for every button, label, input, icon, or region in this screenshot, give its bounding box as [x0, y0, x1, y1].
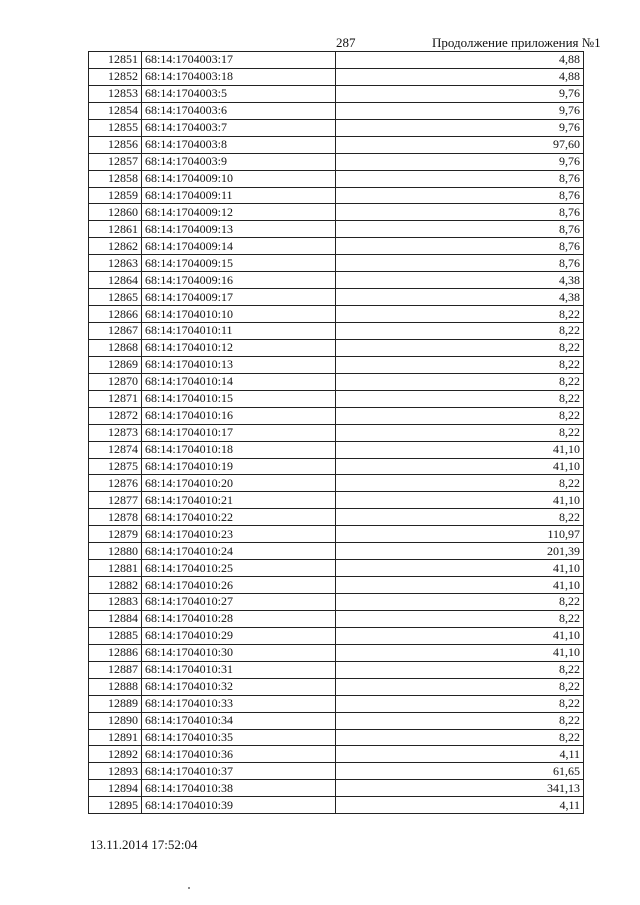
value-cell: 8,22: [336, 373, 584, 390]
cadastral-number-cell: 68:14:1704010:31: [142, 661, 336, 678]
table-row: [89, 441, 584, 458]
table-row: [89, 610, 584, 627]
cadastral-number-cell: 68:14:1704003:18: [142, 68, 336, 85]
value-cell: 61,65: [336, 763, 584, 780]
cadastral-number-cell: 68:14:1704009:12: [142, 204, 336, 221]
row-number-cell: 12883: [89, 594, 142, 611]
row-number-cell: 12855: [89, 119, 142, 136]
table-row: [89, 356, 584, 373]
table-row: [89, 543, 584, 560]
row-number-cell: 12895: [89, 797, 142, 814]
row-number-cell: 12862: [89, 238, 142, 255]
cadastral-number-cell: 68:14:1704003:6: [142, 102, 336, 119]
table-row: [89, 509, 584, 526]
registry-table: [88, 51, 584, 814]
row-number-cell: 12866: [89, 306, 142, 323]
value-cell: 8,76: [336, 187, 584, 204]
value-cell: 201,39: [336, 543, 584, 560]
cadastral-number-cell: 68:14:1704009:11: [142, 187, 336, 204]
cadastral-number-cell: 68:14:1704010:15: [142, 390, 336, 407]
cadastral-number-cell: 68:14:1704010:26: [142, 577, 336, 594]
row-number-cell: 12889: [89, 695, 142, 712]
table-row: [89, 594, 584, 611]
cadastral-number-cell: 68:14:1704010:22: [142, 509, 336, 526]
value-cell: 41,10: [336, 644, 584, 661]
value-cell: 8,22: [336, 610, 584, 627]
value-cell: 8,22: [336, 323, 584, 340]
cadastral-number-cell: 68:14:1704009:17: [142, 289, 336, 306]
continuation-title: Продолжение приложения №1: [432, 35, 601, 50]
value-cell: 4,11: [336, 797, 584, 814]
table-row: [89, 85, 584, 102]
row-number-cell: 12852: [89, 68, 142, 85]
print-timestamp: 13.11.2014 17:52:04: [90, 837, 198, 852]
value-cell: 4,38: [336, 272, 584, 289]
value-cell: 41,10: [336, 577, 584, 594]
row-number-cell: 12854: [89, 102, 142, 119]
row-number-cell: 12882: [89, 577, 142, 594]
value-cell: 8,22: [336, 661, 584, 678]
row-number-cell: 12879: [89, 526, 142, 543]
value-cell: 8,76: [336, 238, 584, 255]
cadastral-number-cell: 68:14:1704009:14: [142, 238, 336, 255]
table-row: [89, 577, 584, 594]
value-cell: 9,76: [336, 119, 584, 136]
table-row: [89, 68, 584, 85]
table-row: [89, 119, 584, 136]
row-number-cell: 12885: [89, 627, 142, 644]
row-number-cell: 12863: [89, 255, 142, 272]
table-row: [89, 712, 584, 729]
value-cell: 8,22: [336, 712, 584, 729]
value-cell: 41,10: [336, 441, 584, 458]
cadastral-number-cell: 68:14:1704010:21: [142, 492, 336, 509]
table-row: [89, 339, 584, 356]
table-row: [89, 746, 584, 763]
table-row: [89, 627, 584, 644]
table-row: [89, 695, 584, 712]
cadastral-number-cell: 68:14:1704010:30: [142, 644, 336, 661]
table-row: [89, 526, 584, 543]
value-cell: 110,97: [336, 526, 584, 543]
cadastral-number-cell: 68:14:1704010:34: [142, 712, 336, 729]
row-number-cell: 12881: [89, 560, 142, 577]
cadastral-number-cell: 68:14:1704010:36: [142, 746, 336, 763]
value-cell: 341,13: [336, 780, 584, 797]
row-number-cell: 12893: [89, 763, 142, 780]
value-cell: 9,76: [336, 153, 584, 170]
table-row: [89, 306, 584, 323]
table-row: [89, 678, 584, 695]
row-number-cell: 12861: [89, 221, 142, 238]
row-number-cell: 12891: [89, 729, 142, 746]
scan-speck: [188, 887, 190, 889]
value-cell: 4,88: [336, 52, 584, 69]
cadastral-number-cell: 68:14:1704010:27: [142, 594, 336, 611]
cadastral-number-cell: 68:14:1704010:37: [142, 763, 336, 780]
row-number-cell: 12876: [89, 475, 142, 492]
cadastral-number-cell: 68:14:1704010:33: [142, 695, 336, 712]
row-number-cell: 12878: [89, 509, 142, 526]
table-row: [89, 373, 584, 390]
row-number-cell: 12890: [89, 712, 142, 729]
cadastral-number-cell: 68:14:1704010:23: [142, 526, 336, 543]
value-cell: 8,22: [336, 509, 584, 526]
row-number-cell: 12877: [89, 492, 142, 509]
value-cell: 4,11: [336, 746, 584, 763]
table-row: [89, 272, 584, 289]
table-row: [89, 644, 584, 661]
row-number-cell: 12867: [89, 323, 142, 340]
cadastral-number-cell: 68:14:1704010:18: [142, 441, 336, 458]
page-number: 287: [336, 35, 356, 50]
row-number-cell: 12875: [89, 458, 142, 475]
value-cell: 4,38: [336, 289, 584, 306]
row-number-cell: 12856: [89, 136, 142, 153]
row-number-cell: 12857: [89, 153, 142, 170]
value-cell: 8,22: [336, 594, 584, 611]
row-number-cell: 12865: [89, 289, 142, 306]
cadastral-number-cell: 68:14:1704010:29: [142, 627, 336, 644]
row-number-cell: 12892: [89, 746, 142, 763]
cadastral-number-cell: 68:14:1704010:12: [142, 339, 336, 356]
cadastral-number-cell: 68:14:1704010:20: [142, 475, 336, 492]
cadastral-number-cell: 68:14:1704003:5: [142, 85, 336, 102]
table-row: [89, 136, 584, 153]
value-cell: 8,22: [336, 424, 584, 441]
cadastral-number-cell: 68:14:1704010:39: [142, 797, 336, 814]
cadastral-number-cell: 68:14:1704003:17: [142, 52, 336, 69]
table-row: [89, 52, 584, 69]
value-cell: 8,22: [336, 339, 584, 356]
table-row: [89, 729, 584, 746]
cadastral-number-cell: 68:14:1704010:14: [142, 373, 336, 390]
table-row: [89, 475, 584, 492]
table-row: [89, 323, 584, 340]
row-number-cell: 12880: [89, 543, 142, 560]
registry-table-body: [89, 52, 584, 814]
row-number-cell: 12851: [89, 52, 142, 69]
table-row: [89, 661, 584, 678]
row-number-cell: 12864: [89, 272, 142, 289]
value-cell: 8,22: [336, 407, 584, 424]
table-row: [89, 424, 584, 441]
row-number-cell: 12894: [89, 780, 142, 797]
row-number-cell: 12853: [89, 85, 142, 102]
table-row: [89, 102, 584, 119]
table-row: [89, 390, 584, 407]
value-cell: 8,76: [336, 170, 584, 187]
cadastral-number-cell: 68:14:1704010:11: [142, 323, 336, 340]
cadastral-number-cell: 68:14:1704010:10: [142, 306, 336, 323]
value-cell: 8,76: [336, 221, 584, 238]
row-number-cell: 12870: [89, 373, 142, 390]
value-cell: 41,10: [336, 492, 584, 509]
cadastral-number-cell: 68:14:1704009:16: [142, 272, 336, 289]
value-cell: 8,76: [336, 255, 584, 272]
value-cell: 8,22: [336, 678, 584, 695]
value-cell: 8,76: [336, 204, 584, 221]
cadastral-number-cell: 68:14:1704010:32: [142, 678, 336, 695]
value-cell: 9,76: [336, 102, 584, 119]
cadastral-number-cell: 68:14:1704010:19: [142, 458, 336, 475]
value-cell: 9,76: [336, 85, 584, 102]
table-row: [89, 763, 584, 780]
value-cell: 8,22: [336, 356, 584, 373]
table-row: [89, 221, 584, 238]
value-cell: 8,22: [336, 390, 584, 407]
table-row: [89, 407, 584, 424]
row-number-cell: 12888: [89, 678, 142, 695]
cadastral-number-cell: 68:14:1704003:8: [142, 136, 336, 153]
cadastral-number-cell: 68:14:1704003:7: [142, 119, 336, 136]
cadastral-number-cell: 68:14:1704009:15: [142, 255, 336, 272]
row-number-cell: 12868: [89, 339, 142, 356]
cadastral-number-cell: 68:14:1704010:17: [142, 424, 336, 441]
row-number-cell: 12874: [89, 441, 142, 458]
cadastral-number-cell: 68:14:1704010:38: [142, 780, 336, 797]
row-number-cell: 12871: [89, 390, 142, 407]
value-cell: 8,22: [336, 695, 584, 712]
table-row: [89, 255, 584, 272]
cadastral-number-cell: 68:14:1704009:10: [142, 170, 336, 187]
table-row: [89, 560, 584, 577]
value-cell: 8,22: [336, 729, 584, 746]
value-cell: 4,88: [336, 68, 584, 85]
table-row: [89, 797, 584, 814]
cadastral-number-cell: 68:14:1704010:35: [142, 729, 336, 746]
value-cell: 8,22: [336, 475, 584, 492]
table-row: [89, 289, 584, 306]
value-cell: 97,60: [336, 136, 584, 153]
row-number-cell: 12873: [89, 424, 142, 441]
row-number-cell: 12886: [89, 644, 142, 661]
row-number-cell: 12858: [89, 170, 142, 187]
row-number-cell: 12859: [89, 187, 142, 204]
cadastral-number-cell: 68:14:1704010:25: [142, 560, 336, 577]
row-number-cell: 12872: [89, 407, 142, 424]
row-number-cell: 12887: [89, 661, 142, 678]
row-number-cell: 12860: [89, 204, 142, 221]
table-row: [89, 204, 584, 221]
row-number-cell: 12869: [89, 356, 142, 373]
table-row: [89, 170, 584, 187]
cadastral-number-cell: 68:14:1704010:13: [142, 356, 336, 373]
table-row: [89, 187, 584, 204]
table-row: [89, 458, 584, 475]
value-cell: 8,22: [336, 306, 584, 323]
table-row: [89, 780, 584, 797]
cadastral-number-cell: 68:14:1704010:28: [142, 610, 336, 627]
value-cell: 41,10: [336, 458, 584, 475]
cadastral-number-cell: 68:14:1704010:24: [142, 543, 336, 560]
value-cell: 41,10: [336, 627, 584, 644]
value-cell: 41,10: [336, 560, 584, 577]
table-row: [89, 238, 584, 255]
cadastral-number-cell: 68:14:1704003:9: [142, 153, 336, 170]
table-row: [89, 492, 584, 509]
row-number-cell: 12884: [89, 610, 142, 627]
table-row: [89, 153, 584, 170]
cadastral-number-cell: 68:14:1704010:16: [142, 407, 336, 424]
cadastral-number-cell: 68:14:1704009:13: [142, 221, 336, 238]
